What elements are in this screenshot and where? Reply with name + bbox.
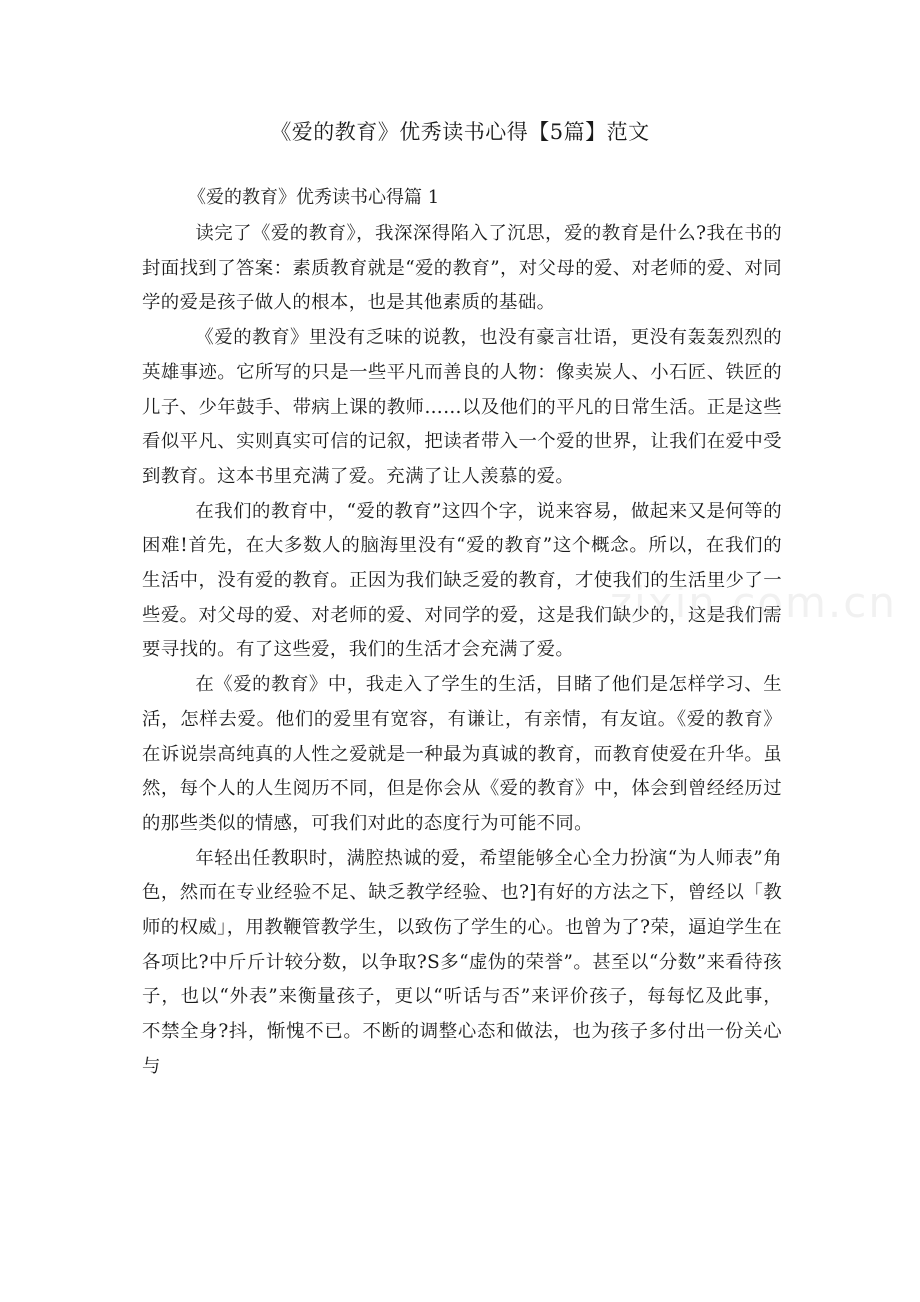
paragraph: 读完了《爱的教育》，我深深得陷入了沉思，爱的教育是什么?我在书的封面找到了答案：素质教育就是“爱的教育”，对父母的爱、对老师的爱、对同学的爱是孩子做人的根本，也是其他素质的基础。 bbox=[142, 223, 782, 314]
document-body bbox=[142, 217, 782, 1085]
paragraph: 年轻出任教职时，满腔热诚的爱，希望能够全心全力扮演“为人师表”角色，然而在专业经验不足、缺乏教学经验、也?]有好的方法之下，曾经以「教师的权威」，用教鞭管教学生，以致伤了学生的心。也曾为了?荣，逼迫学生在各项比?中斤斤计较分数，以争取?S多“虚伪的荣誉”。甚至以“分数”来看待孩子，也以“外表”来衡量孩子，更以“听话与否”来评价孩子，每每忆及此事，不禁全身?抖，惭愧不已。不断的调整心态和做法，也为孩子多付出一份关心与 bbox=[142, 847, 782, 1077]
paragraph: 在我们的教育中，“爱的教育”这四个字，说来容易，做起来又是何等的困难!首先，在大多数人的脑海里没有“爱的教育”这个概念。所以，在我们的生活中，没有爱的教育。正因为我们缺乏爱的教育，才使我们的生活里少了一些爱。对父母的爱、对老师的爱、对同学的爱，这是我们缺少的，这是我们需要寻找的。有了这些爱，我们的生活才会充满了爱。 bbox=[142, 500, 782, 661]
document-title: 《爱的教育》优秀读书心得【5篇】范文 bbox=[270, 120, 650, 144]
section-heading: 《爱的教育》优秀读书心得篇 1 bbox=[188, 187, 440, 208]
paragraph: 在《爱的教育》中，我走入了学生的生活，目睹了他们是怎样学习、生活，怎样去爱。他们的爱里有宽容，有谦让，有亲情，有友谊。《爱的教育》在诉说崇高纯真的人性之爱就是一种最为真诚的教育，而教育使爱在升华。虽然，每个人的人生阅历不同，但是你会从《爱的教育》中，体会到曾经经历过的那些类似的情感，可我们对此的态度行为可能不同。 bbox=[142, 674, 782, 834]
paragraph: 《爱的教育》里没有乏味的说教，也没有豪言壮语，更没有轰轰烈烈的英雄事迹。它所写的只是一些平凡而善良的人物：像卖炭人、小石匠、铁匠的儿子、少年鼓手、带病上课的教师……以及他们的平凡的日常生活。正是这些看似平凡、实则真实可信的记叙，把读者带入一个爱的世界，让我们在爱中受到教育。这本书里充满了爱。充满了让人羡慕的爱。 bbox=[142, 327, 782, 487]
watermark: zixin.com.cn bbox=[610, 578, 897, 627]
